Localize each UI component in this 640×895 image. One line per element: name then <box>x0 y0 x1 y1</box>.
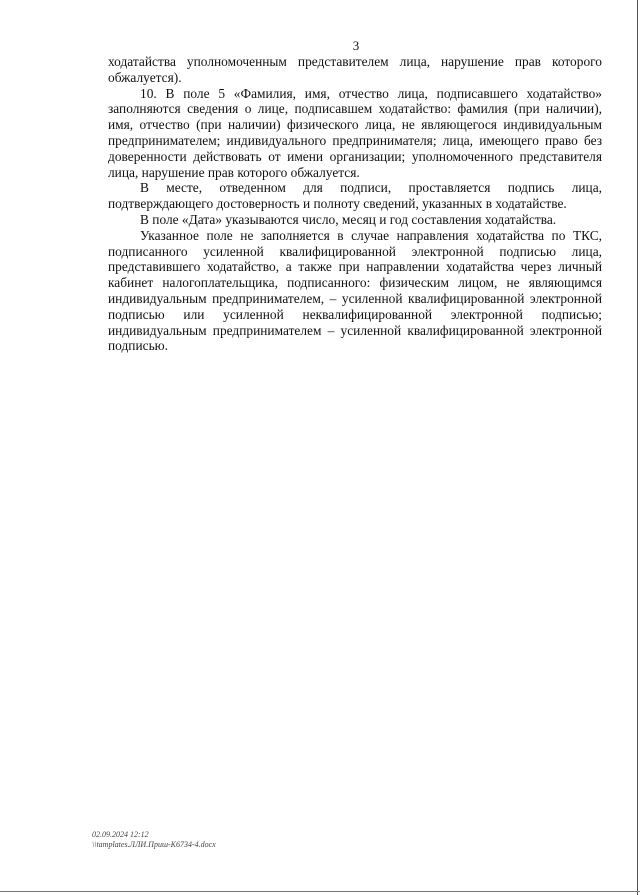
footer-file-path: \\tamplates.ЛЛИ.Приш-К6734-4.docx <box>92 840 216 849</box>
document-footer <box>92 830 216 850</box>
scan-edge-bottom <box>0 891 640 892</box>
footer-timestamp: 02.09.2024 12:12 <box>92 830 149 839</box>
paragraph-exceptions: Указанное поле не заполняется в случае направления ходатайства по ТКС, подписанного усиленной квалифицированной электронной подписью лица, представившего ходатайство, а также при направлении ходатайства через личный кабинет налогоплательщика, подписанного: физическим лицом, не являющимся индивидуальным предпринимателем, – усиленной квалифицированной электронной подписью или усиленной неквалифицированной электронной подписью; индивидуальным предпринимателем – усиленной квалифицированной электронной подписью. <box>108 227 602 354</box>
paragraph-signature: В месте, отведенном для подписи, проставляется подпись лица, подтверждающего достоверность и полноту сведений, указанных в ходатайстве. <box>108 180 602 212</box>
paragraph-date: В поле «Дата» указываются число, месяц и год составления ходатайства. <box>140 211 557 227</box>
page-number: 3 <box>352 38 360 53</box>
paragraph-item-10: 10. В поле 5 «Фамилия, имя, отчество лица, подписавшего ходатайство» заполняются сведения о лице, подписавшем ходатайство: фамилия (при наличии), имя, отчество (при наличии) физического лица, не являющегося индивидуальным предпринимателем; индивидуального предпринимателя; лица, имеющего право без доверенности действовать от имени организации; уполномоченного представителя лица, нарушение прав которого обжалуется. <box>108 85 602 180</box>
scan-edge-right <box>637 0 638 895</box>
document-body <box>108 54 602 354</box>
paragraph-continuation: ходатайства уполномоченным представителем лица, нарушение прав которого обжалуется). <box>108 54 602 85</box>
